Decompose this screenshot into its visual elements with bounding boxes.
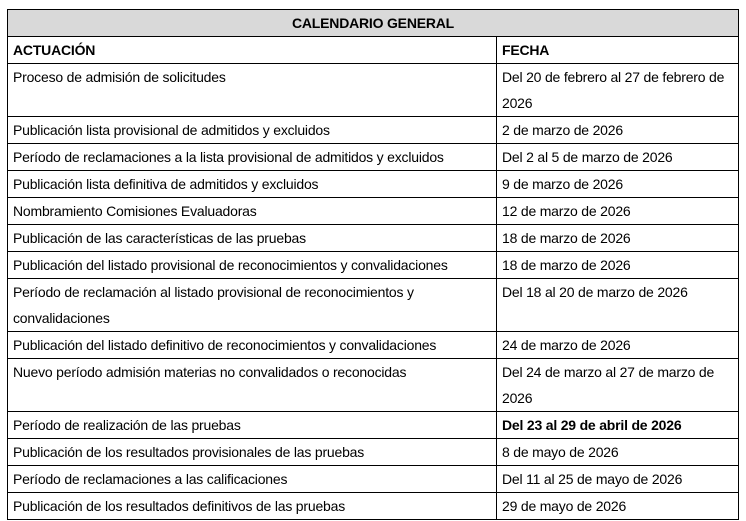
row-actuacion: Publicación lista provisional de admitidos y excluidos: [8, 117, 497, 144]
header-fecha: FECHA: [497, 37, 739, 64]
row-actuacion: Publicación lista definitiva de admitidos y excluidos: [8, 171, 497, 198]
table-row: [8, 493, 739, 520]
row-actuacion: Publicación del listado definitivo de reconocimientos y convalidaciones: [8, 332, 497, 359]
row-actuacion: Nombramiento Comisiones Evaluadoras: [8, 198, 497, 225]
row-fecha: 18 de marzo de 2026: [497, 225, 739, 252]
table-row: [8, 117, 739, 144]
table-title: CALENDARIO GENERAL: [8, 10, 739, 37]
row-actuacion: Publicación del listado provisional de reconocimientos y convalidaciones: [8, 252, 497, 279]
row-fecha: Del 18 al 20 de marzo de 2026: [497, 279, 739, 332]
row-fecha: 2 de marzo de 2026: [497, 117, 739, 144]
table-row: [8, 64, 739, 117]
row-fecha: Del 20 de febrero al 27 de febrero de 2026: [497, 64, 739, 117]
row-fecha: 24 de marzo de 2026: [497, 332, 739, 359]
table-row: [8, 412, 739, 439]
row-fecha: 29 de mayo de 2026: [497, 493, 739, 520]
row-actuacion: Publicación de los resultados provisionales de las pruebas: [8, 439, 497, 466]
calendar-table-container: [7, 9, 738, 520]
row-actuacion: Nuevo período admisión materias no convalidados o reconocidas: [8, 359, 497, 412]
row-actuacion: Publicación de los resultados definitivos de las pruebas: [8, 493, 497, 520]
row-fecha: Del 2 al 5 de marzo de 2026: [497, 144, 739, 171]
table-row: [8, 171, 739, 198]
row-actuacion: Publicación de las características de las pruebas: [8, 225, 497, 252]
row-fecha-highlight: Del 23 al 29 de abril de 2026: [497, 412, 739, 439]
table-row: [8, 359, 739, 412]
row-fecha: 8 de mayo de 2026: [497, 439, 739, 466]
row-fecha: 12 de marzo de 2026: [497, 198, 739, 225]
table-header-row: [8, 37, 739, 64]
row-fecha: Del 11 al 25 de mayo de 2026: [497, 466, 739, 493]
row-actuacion: Período de reclamación al listado provisional de reconocimientos y convalidaciones: [8, 279, 497, 332]
row-fecha: 18 de marzo de 2026: [497, 252, 739, 279]
table-row: [8, 198, 739, 225]
table-row: [8, 225, 739, 252]
table-row: [8, 332, 739, 359]
calendar-table: [7, 9, 739, 520]
table-row: [8, 439, 739, 466]
header-actuacion: ACTUACIÓN: [8, 37, 497, 64]
table-row: [8, 279, 739, 332]
row-fecha: Del 24 de marzo al 27 de marzo de 2026: [497, 359, 739, 412]
row-actuacion: Período de reclamaciones a la lista provisional de admitidos y excluidos: [8, 144, 497, 171]
table-title-row: [8, 10, 739, 37]
table-row: [8, 144, 739, 171]
row-actuacion: Proceso de admisión de solicitudes: [8, 64, 497, 117]
row-fecha: 9 de marzo de 2026: [497, 171, 739, 198]
row-actuacion: Período de realización de las pruebas: [8, 412, 497, 439]
table-row: [8, 466, 739, 493]
table-row: [8, 252, 739, 279]
row-actuacion: Período de reclamaciones a las calificaciones: [8, 466, 497, 493]
